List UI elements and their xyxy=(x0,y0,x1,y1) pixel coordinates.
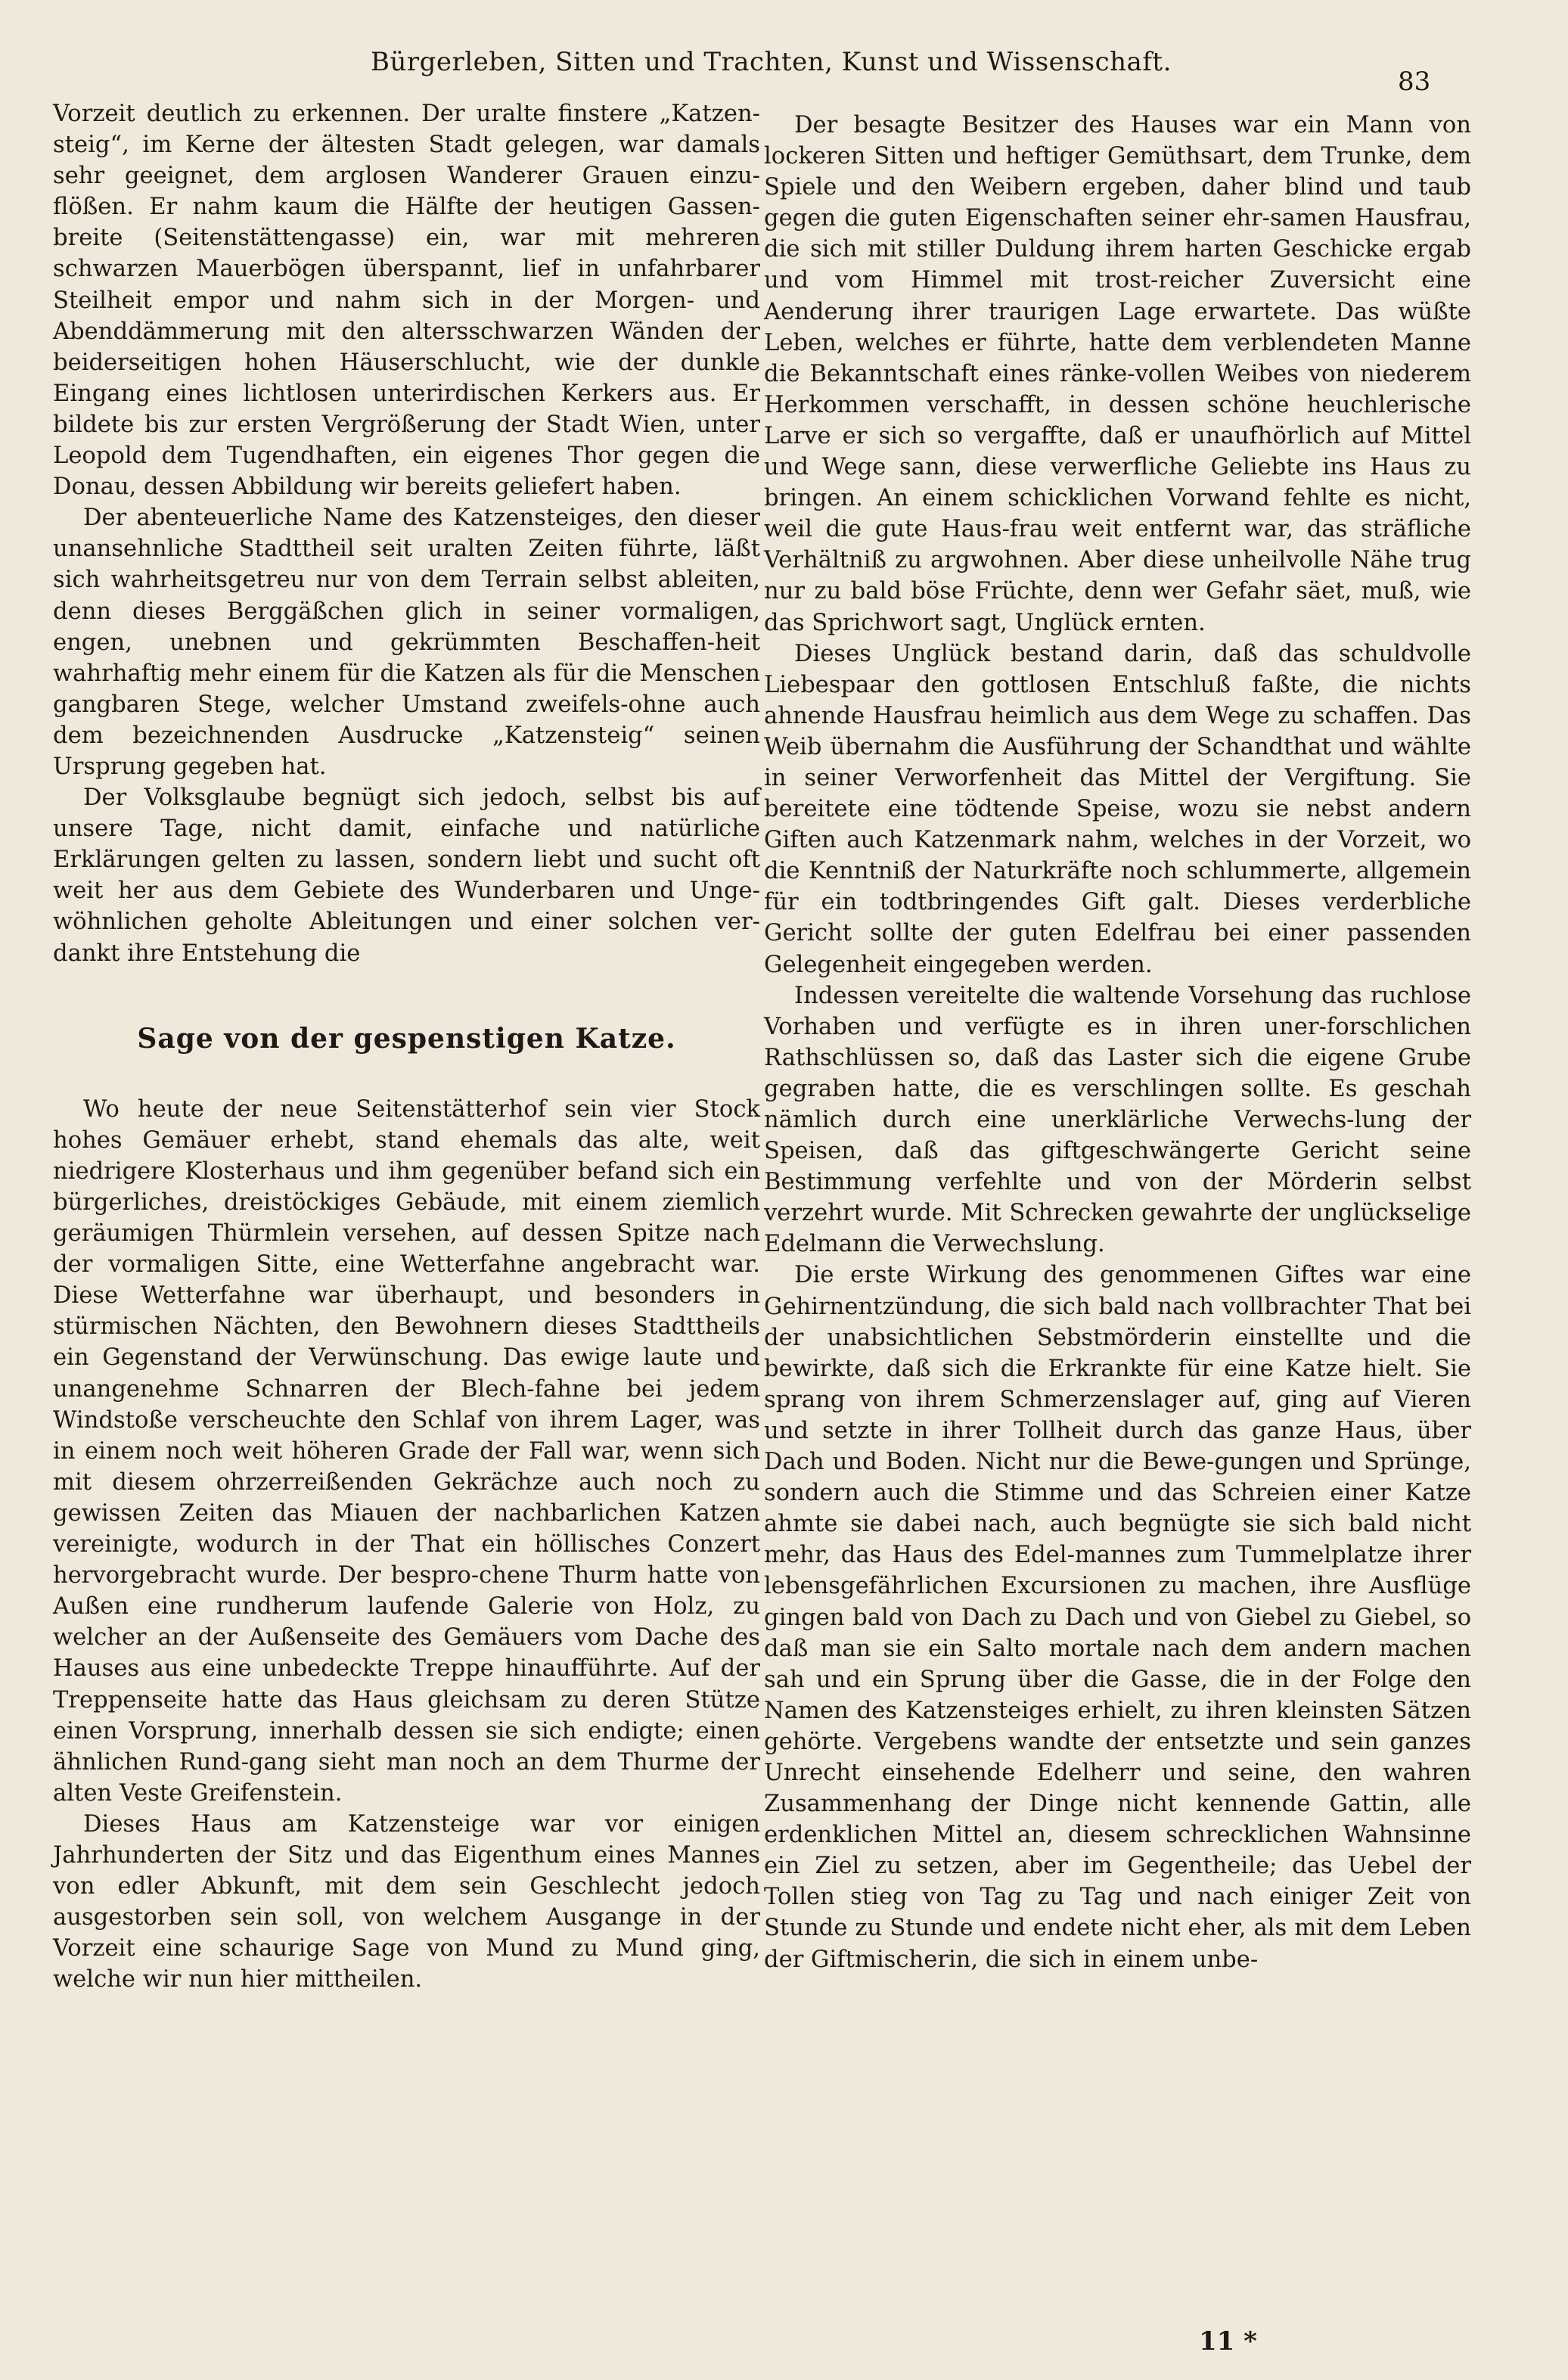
signature-mark: 11 * xyxy=(1199,2326,1257,2357)
page-number: 83 xyxy=(1398,67,1431,97)
paragraph: Der abenteuerliche Name des Katzensteiges, den dieser unansehnliche Stadttheil seit uralten Zeiten führte, läßt sich wahrheitsgetreu nur von dem Terrain selbst ableiten, denn dieses Berggäßchen glich in seiner vormaligen, engen, unebnen und gekrümmten Beschaffen-heit wahrhaftig mehr einem für die Katzen als für die Menschen gangbaren Stege, welcher Umstand zweifels-ohne auch dem bezeichnenden Ausdrucke „Katzensteig“ seinen Ursprung gegeben hat. xyxy=(53,505,760,780)
right-column xyxy=(764,110,1471,1975)
paragraph: Der besagte Besitzer des Hauses war ein Mann von lockeren Sitten und heftiger Gemüthsart, dem Trunke, dem Spiele und den Weibern ergeben, daher blind und taub gegen die guten Eigenschaften seiner ehr-samen Hausfrau, die sich mit stiller Duldung ihrem harten Geschicke ergab und vom Himmel mit trost-reicher Zuversicht eine Aenderung ihrer traurigen Lage erwartete. Das wüßte Leben, welches er führte, hatte dem verblendeten Manne die Bekanntschaft eines ränke-vollen Weibes von niederem Herkommen verschafft, in dessen schöne heuchlerische Larve er sich so vergaffte, daß er unaufhörlich auf Mittel und Wege sann, diese verwerfliche Geliebte ins Haus zu bringen. An einem schicklichen Vorwand fehlte es nicht, weil die gute Haus-frau weit entfernt war, das sträfliche Verhältniß zu argwohnen. Aber diese unheilvolle Nähe trug nur zu bald böse Früchte, denn wer Gefahr säet, muß, wie das Sprichwort sagt, Unglück ernten. xyxy=(764,112,1471,636)
paragraph: Die erste Wirkung des genommenen Giftes war eine Gehirnentzündung, die sich bald nach vollbrachter That bei der unabsichtlichen Sebstmörderin einstellte und die bewirkte, daß sich die Erkrankte für eine Katze hielt. Sie sprang von ihrem Schmerzenslager auf, ging auf Vieren und setzte in ihrer Tollheit durch das ganze Haus, über Dach und Boden. Nicht nur die Bewe-gungen und Sprünge, sondern auch die Stimme und das Schreien einer Katze ahmte sie dabei nach, auch begnügte sie sich bald nicht mehr, das Haus des Edel-mannes zum Tummelplatze ihrer lebensgefährlichen Excursionen zu machen, ihre Ausflüge gingen bald von Dach zu Dach und von Giebel zu Giebel, so daß man sie ein Salto mortale nach dem andern machen sah und ein Sprung über die Gasse, die in der Folge den Namen des Katzensteiges erhielt, zu ihren kleinsten Sätzen gehörte. Vergebens wandte der entsetzte und sein ganzes Unrecht einsehende Edelherr und seine, den wahren Zusammenhang der Dinge nicht kennende Gattin, alle erdenklichen Mittel an, diesem schrecklichen Wahnsinne ein Ziel zu setzen, aber im Gegentheile; das Uebel der Tollen stieg von Tag zu Tag und nach einiger Zeit von Stunde zu Stunde und endete nicht eher, als mit dem Leben der Giftmischerin, die sich in einem unbe- xyxy=(764,1262,1471,1973)
paragraph: Dieses Unglück bestand darin, daß das schuldvolle Liebespaar den gottlosen Entschluß faßte, die nichts ahnende Hausfrau heimlich aus dem Wege zu schaffen. Das Weib übernahm die Ausführung der Schandthat und wählte in seiner Verworfenheit das Mittel der Vergiftung. Sie bereitete eine tödtende Speise, wozu sie nebst andern Giften auch Katzenmark nahm, welches in der Vorzeit, wo die Kenntniß der Naturkräfte noch schlummerte, allgemein für ein todtbringendes Gift galt. Dieses verderbliche Gericht sollte der guten Edelfrau bei einer passenden Gelegenheit eingegeben werden. xyxy=(764,640,1471,978)
paragraph: Der Volksglaube begnügt sich jedoch, selbst bis auf unsere Tage, nicht damit, einfache und natürliche Erklärungen gelten zu lassen, sondern liebt und sucht oft weit her aus dem Gebiete des Wunderbaren und Unge-wöhnlichen geholte Ableitungen und einer solchen ver-dankt ihre Entstehung die xyxy=(53,785,760,967)
paragraph: Dieses Haus am Katzensteige war vor einigen Jahrhunderten der Sitz und das Eigenthum eines Mannes von edler Abkunft, mit dem sein Geschlecht jedoch ausgestorben sein soll, von welchem Ausgange in der Vorzeit eine schaurige Sage von Mund zu Mund ging, welche wir nun hier mittheilen. xyxy=(53,1810,760,1993)
paragraph: Indessen vereitelte die waltende Vorsehung das ruchlose Vorhaben und verfügte es in ihren uner-forschlichen Rathschlüssen so, daß das Laster sich die eigene Grube gegraben hatte, die es verschlingen sollte. Es geschah nämlich durch eine unerklärliche Verwechs-lung der Speisen, daß das giftgeschwängerte Gericht seine Bestimmung verfehlte und von der Mörderin selbst verzehrt wurde. Mit Schrecken gewahrte der unglückselige Edelmann die Verwechslung. xyxy=(764,982,1471,1258)
running-head: Bürgerleben, Sitten und Trachten, Kunst und Wissenschaft. xyxy=(371,47,1172,77)
paragraph: Wo heute der neue Seitenstätterhof sein vier Stock hohes Gemäuer erhebt, stand ehemals das alte, weit niedrigere Klosterhaus und ihm gegenüber befand sich ein bürgerliches, dreistöckiges Gebäude, mit einem ziemlich geräumigen Thürmlein versehen, auf dessen Spitze nach der vormaligen Sitte, eine Wetterfahne angebracht war. Diese Wetterfahne war überhaupt, und besonders in stürmischen Nächten, den Bewohnern dieses Stadttheils ein Gegenstand der Verwünschung. Das ewige laute und unangenehme Schnarren der Blech-fahne bei jedem Windstoße verscheuchte den Schlaf von ihrem Lager, was in einem noch weit höheren Grade der Fall war, wenn sich mit diesem ohrzerreißenden Gekrächze auch noch zu gewissen Zeiten das Miauen der nachbarlichen Katzen vereinigte, wodurch in der That ein höllisches Conzert hervorgebracht wurde. Der bespro-chene Thurm hatte von Außen eine rundherum laufende Galerie von Holz, zu welcher an der Außenseite des Gemäuers vom Dache des Hauses aus eine unbedeckte Treppe hinaufführte. Auf der Treppenseite hatte das Haus gleichsam zu deren Stütze einen Vorsprung, innerhalb dessen sie sich endigte; einen ähnlichen Rund-gang sieht man noch an dem Thurme der alten Veste Greifenstein. xyxy=(53,1095,760,1807)
section-title: Sage von der gespenstigen Katze. xyxy=(137,1022,676,1055)
left-column xyxy=(53,98,760,1995)
paragraph: Vorzeit deutlich zu erkennen. Der uralte finstere „Katzen-steig“, im Kerne der ältesten Stadt gelegen, war damals sehr geeignet, dem arglosen Wanderer Grauen einzu-flößen. Er nahm kaum die Hälfte der heutigen Gassen-breite (Seitenstättengasse) ein, war mit mehreren schwarzen Mauerbögen überspannt, lief in unfahrbarer Steilheit empor und nahm sich in der Morgen- und Abenddämmerung mit den altersschwarzen Wänden der beiderseitigen hohen Häuserschlucht, wie der dunkle Eingang eines lichtlosen unterirdischen Kerkers aus. Er bildete bis zur ersten Vergrößerung der Stadt Wien, unter Leopold dem Tugendhaften, ein eigenes Thor gegen die Donau, dessen Abbildung wir bereits geliefert haben. xyxy=(53,101,760,501)
